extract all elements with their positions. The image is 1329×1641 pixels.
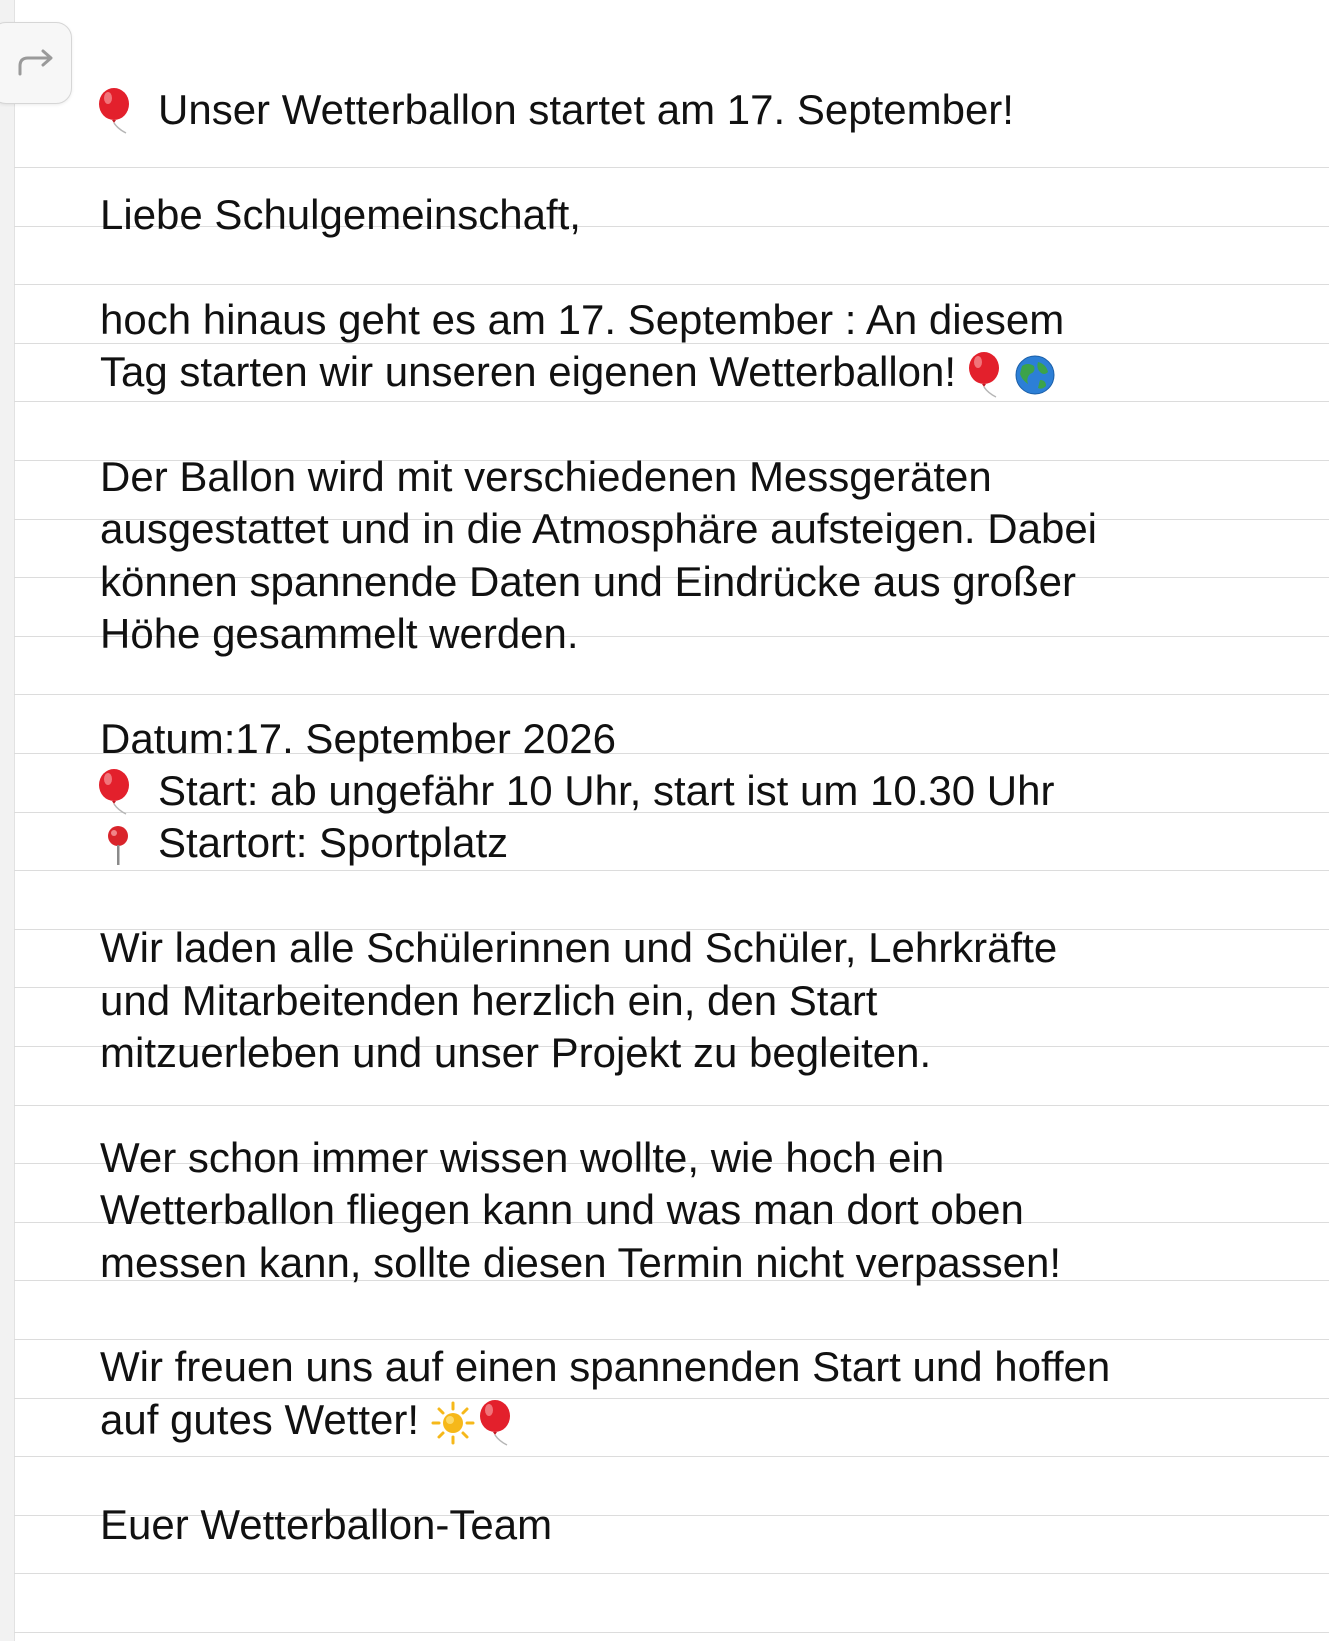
intro-line: hoch hinaus geht es am 17. September : An diesem [100,295,1065,343]
signature-line: Euer Wetterballon-Team [100,1500,553,1548]
note-body[interactable] [100,84,1300,1551]
curiosity-line: messen kann, sollte diesen Termin nicht verpassen! [100,1238,1062,1286]
invitation-line: und Mitarbeitenden herzlich ein, den Start [100,976,878,1024]
start-time-text: Start: ab ungefähr 10 Uhr, start ist um 10.30 Uhr [158,767,1055,815]
note-title-line [100,84,1300,136]
intro-line-text: Tag starten wir unseren eigenen Wetterballon! [100,347,957,395]
note-title: Unser Wetterballon startet am 17. September! [158,86,1014,133]
greeting-line: Liebe Schulgemeinschaft, [100,190,581,238]
intro-line [100,346,1300,398]
date-line: Datum:17. September 2026 [100,714,616,762]
location-line [100,817,1300,869]
blank-line [100,1079,1300,1131]
blank-line [100,398,1300,450]
location-text: Startort: Sportplatz [158,819,509,867]
round-pushpin-icon [100,820,158,872]
globe-icon [1014,349,1058,401]
invitation-line: Wir laden alle Schülerinnen und Schüler, Lehrkräfte [100,924,1058,972]
start-time-line [100,765,1300,817]
closing-line [100,1394,1300,1446]
sun-icon [431,1397,477,1449]
closing-line: Wir freuen uns auf einen spannenden Start und hoffen [100,1343,1111,1391]
description-line: Höhe gesammelt werden. [100,609,579,657]
blank-line [100,660,1300,712]
balloon-icon [100,768,158,820]
balloon-icon [477,1397,517,1449]
blank-line [100,870,1300,922]
balloon-icon [100,87,158,139]
redo-arrow-icon [4,48,58,78]
blank-line [100,241,1300,293]
left-edge [0,0,15,1641]
blank-line [100,1289,1300,1341]
redo-button[interactable] [0,22,72,104]
balloon-icon [966,349,1010,401]
description-line: können spannende Daten und Eindrücke aus großer [100,557,1077,605]
curiosity-line: Wetterballon fliegen kann und was man dort oben [100,1186,1024,1234]
blank-line [100,136,1300,188]
closing-line-text: auf gutes Wetter! [100,1395,420,1443]
description-line: Der Ballon wird mit verschiedenen Messgeräten [100,452,992,500]
invitation-line: mitzuerleben und unser Projekt zu begleiten. [100,1029,932,1077]
ruled-line [14,1573,1329,1574]
curiosity-line: Wer schon immer wissen wollte, wie hoch ein [100,1133,945,1181]
ruled-line [14,1632,1329,1633]
blank-line [100,1446,1300,1498]
description-line: ausgestattet und in die Atmosphäre aufsteigen. Dabei [100,505,1098,553]
